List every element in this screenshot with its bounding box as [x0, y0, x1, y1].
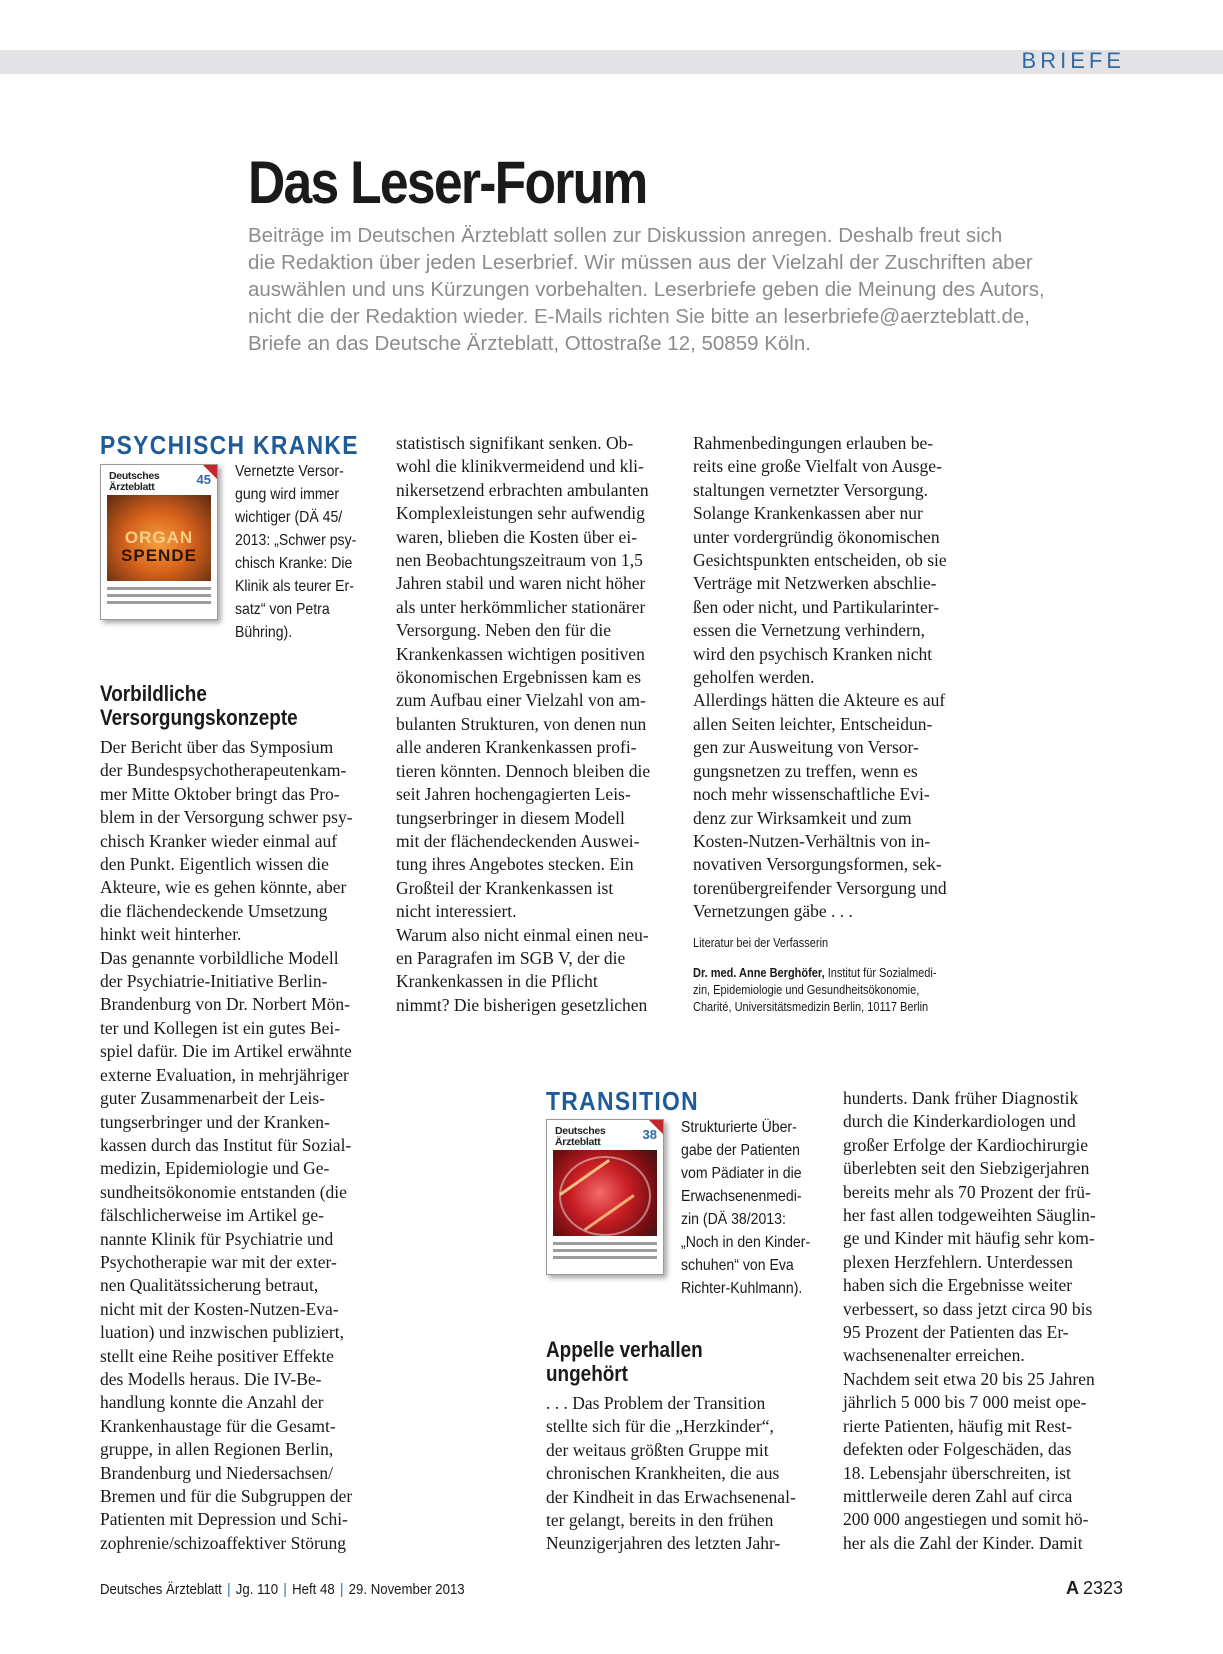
text-line: bulanten Strukturen, von denen nun: [396, 713, 647, 734]
text-line: vom Pädiater in die: [681, 1165, 802, 1182]
text-line: Nachdem seit etwa 20 bis 25 Jahren: [843, 1368, 1095, 1389]
literature-note: Literatur bei der Verfasserin: [693, 936, 829, 950]
footer-date: 29. November 2013: [348, 1581, 465, 1598]
text-line: Patienten mit Depression und Schi-: [100, 1509, 348, 1530]
text-line: her als die Zahl der Kinder. Damit: [843, 1532, 1083, 1553]
text-line: nikersetzend erbrachten ambulanten: [396, 479, 649, 500]
text-line: statistisch signifikant senken. Ob-: [396, 433, 634, 453]
text-line: fälschlicherweise im Artikel ge-: [100, 1205, 325, 1226]
text-line: der Bundespsychotherapeutenkam-: [100, 760, 347, 781]
text-line: her fast allen todgeweihten Säuglin-: [843, 1205, 1096, 1226]
letter1-cover-image: [100, 464, 218, 620]
text-line: Rahmenbedingungen erlauben be-: [693, 433, 934, 453]
text-line: Kosten-Nutzen-Verhältnis von in-: [693, 830, 931, 851]
text-line: Krankenkassen wichtigen positiven: [396, 643, 645, 664]
text-line: 18. Lebensjahr überschreiten, ist: [843, 1462, 1071, 1483]
text-line: nicht mit der Kosten-Nutzen-Eva-: [100, 1298, 339, 1319]
text-line: gungsnetzen zu treffen, wenn es: [693, 760, 918, 781]
author-name: Dr. med. Anne Berghöfer,: [693, 966, 825, 980]
text-line: . . . Das Problem der Transition: [546, 1393, 766, 1413]
author-affiliation-2: zin, Epidemiologie und Gesundheitsökonomie,: [693, 983, 920, 997]
text-line: Komplexleistungen sehr aufwendig: [396, 503, 645, 524]
text-line: wohl die klinikvermeidend und kli-: [396, 456, 644, 477]
text-line: mer Mitte Oktober bringt das Pro-: [100, 783, 340, 804]
text-line: unter vordergründig ökonomischen: [693, 526, 940, 547]
page-prefix: A: [1065, 1578, 1079, 1598]
text-line: der Kindheit in das Erwachsenenal-: [546, 1486, 796, 1507]
text-line: satz“ von Petra: [235, 601, 330, 618]
text-line: Appelle verhallen: [546, 1337, 703, 1362]
letter2-column-2: [843, 1087, 1096, 1555]
text-line: sundheitsökonomie entstanden (die: [100, 1181, 347, 1202]
text-line: ungehört: [546, 1361, 628, 1386]
text-line: „Noch in den Kinder-: [681, 1234, 811, 1251]
text-line: guter Zusammenarbeit der Leis-: [100, 1088, 325, 1109]
footer-citation: Deutsches Ärzteblatt | Jg. 110 | Heft 48 | 29. November 2013: [100, 1581, 465, 1598]
text-line: plexen Herzfehlern. Unterdessen: [843, 1251, 1073, 1272]
text-line: Strukturierte Über-: [681, 1119, 797, 1136]
text-line: wachsenenalter erreichen.: [843, 1345, 1025, 1366]
text-line: schuhen“ von Eva: [681, 1257, 794, 1274]
text-line: waren, blieben die Kosten über ei-: [396, 526, 638, 547]
text-line: Klinik als teurer Er-: [235, 578, 354, 595]
text-line: Das genannte vorbildliche Modell: [100, 947, 339, 968]
text-line: ter und Kollegen ist ein gutes Bei-: [100, 1017, 341, 1038]
cover-issue-number: 38: [642, 1127, 657, 1142]
letter1-author: [693, 965, 937, 1016]
text-line: ge und Kinder mit häufig sehr kom-: [843, 1228, 1095, 1249]
text-line: des Modells heraus. Die IV-Be-: [100, 1368, 322, 1389]
text-line: stellt eine Reihe positiver Effekte: [100, 1345, 334, 1366]
text-line: großer Erfolge der Kardiochirurgie: [843, 1134, 1089, 1155]
text-line: Beiträge im Deutschen Ärzteblatt sollen zur Diskussion anregen. Deshalb freut sich: [248, 224, 1003, 247]
letter1-column-1: [100, 736, 353, 1555]
text-line: chronischen Krankheiten, die aus: [546, 1463, 780, 1484]
author-affiliation-3: Charité, Universitätsmedizin Berlin, 10117 Berlin: [693, 1000, 929, 1014]
text-line: chisch Kranker wieder einmal auf: [100, 830, 338, 851]
text-line: ökonomischen Ergebnissen kam es: [396, 667, 642, 688]
text-line: ter gelangt, bereits in den frühen: [546, 1510, 774, 1531]
text-line: chisch Kranke: Die: [235, 555, 353, 572]
text-line: Krankenhaustage für die Gesamt-: [100, 1415, 336, 1436]
text-line: Brandenburg und Niedersachsen/: [100, 1462, 333, 1483]
cover-footer-lines: [107, 587, 211, 608]
text-line: Brandenburg von Dr. Norbert Mön-: [100, 994, 350, 1015]
text-line: Krankenkassen in die Pflicht: [396, 971, 598, 992]
text-line: 200 000 angestiegen und somit hö-: [843, 1509, 1089, 1530]
text-line: Briefe an das Deutsche Ärzteblatt, Ottostraße 12, 50859 Köln.: [248, 332, 811, 355]
text-line: Verträge mit Netzwerken abschlie-: [693, 573, 937, 594]
text-line: Versorgungskonzepte: [100, 705, 298, 730]
text-line: 95 Prozent der Patienten das Er-: [843, 1322, 1069, 1343]
letter1-headline: [100, 682, 298, 730]
text-line: reits eine große Vielfalt von Ausge-: [693, 456, 942, 477]
text-line: tieren könnten. Dennoch bleiben die: [396, 760, 651, 781]
text-line: externe Evaluation, in mehrjähriger: [100, 1064, 349, 1085]
letter1-teaser: [235, 460, 356, 644]
text-line: überlebten seit den Siebzigerjahren: [843, 1158, 1090, 1179]
text-line: denz zur Wirksamkeit und zum: [693, 807, 912, 828]
text-line: 2013: „Schwer psy-: [235, 532, 357, 549]
text-line: defekten oder Folgeschäden, das: [843, 1439, 1072, 1460]
text-line: wichtiger (DÄ 45/: [235, 509, 343, 526]
text-line: allen Seiten leichter, Entscheidun-: [693, 713, 933, 734]
text-line: gen zur Ausweitung von Versor-: [693, 737, 919, 758]
page-title: Das Leser-Forum: [248, 149, 647, 216]
text-line: nicht die der Redaktion wieder. E-Mails richten Sie bitte an leserbriefe@aerzteblatt.de,: [248, 305, 1030, 328]
text-line: Warum also nicht einmal einen neu-: [396, 924, 649, 945]
cover-illustration: [553, 1150, 657, 1236]
letter1-column-2: [396, 432, 650, 1017]
text-line: wird den psychisch Kranken nicht: [693, 643, 933, 664]
cover-logo: Deutsches Ärzteblatt: [109, 470, 160, 493]
text-line: hunderts. Dank früher Diagnostik: [843, 1088, 1079, 1108]
letter2-kicker: TRANSITION: [546, 1086, 700, 1116]
author-affiliation-1: Institut für Sozialmedi-: [827, 966, 937, 980]
text-line: spiel dafür. Die im Artikel erwähnte: [100, 1041, 352, 1062]
text-line: Vernetzte Versor-: [235, 463, 344, 480]
cover-footer-lines: [553, 1242, 657, 1263]
text-line: tungserbringer in diesem Modell: [396, 807, 625, 828]
text-line: torenübergreifender Versorgung und: [693, 877, 947, 898]
text-line: die Redaktion über jeden Leserbrief. Wir müssen aus der Vielzahl der Zuschriften aber: [248, 251, 1033, 274]
footer-page-number: [1066, 1578, 1123, 1599]
text-line: handlung konnte die Anzahl der: [100, 1392, 324, 1413]
letter2-headline: [546, 1338, 703, 1386]
text-line: Neunzigerjahren des letzten Jahr-: [546, 1533, 781, 1554]
cover-word-spende: SPENDE: [121, 546, 197, 565]
text-line: Vernetzungen gäbe . . .: [693, 901, 853, 922]
text-line: Großteil der Krankenkassen ist: [396, 877, 614, 898]
text-line: Versorgung. Neben den für die: [396, 620, 611, 641]
text-line: nicht interessiert.: [396, 901, 517, 922]
text-line: essen die Vernetzung verhindern,: [693, 620, 925, 641]
text-line: die flächendeckende Umsetzung: [100, 900, 328, 921]
text-line: staltungen vernetzter Versorgung.: [693, 479, 929, 500]
text-line: nimmt? Die bisherigen gesetzlichen: [396, 994, 648, 1015]
text-line: auswählen und uns Kürzungen vorbehalten. Leserbriefe geben die Meinung des Autors,: [248, 278, 1045, 301]
text-line: Richter-Kuhlmann).: [681, 1280, 803, 1297]
text-line: bereits mehr als 70 Prozent der frü-: [843, 1181, 1091, 1202]
text-line: noch mehr wissenschaftliche Evi-: [693, 784, 930, 805]
text-line: verbessert, so dass jetzt circa 90 bis: [843, 1298, 1093, 1319]
text-line: medizin, Epidemiologie und Ge-: [100, 1158, 330, 1179]
text-line: Akteure, wie es gehen könnte, aber: [100, 877, 347, 898]
letter2-teaser: [681, 1116, 810, 1300]
text-line: novativen Versorgungsformen, sek-: [693, 854, 942, 875]
text-line: gruppe, in allen Regionen Berlin,: [100, 1439, 334, 1460]
text-line: als unter herkömmlicher stationärer: [396, 596, 646, 617]
letter1-column-3: [693, 432, 947, 924]
text-line: zum Aufbau einer Vielzahl von am-: [396, 690, 646, 711]
cover-issue-number: 45: [196, 472, 211, 487]
text-line: Allerdings hätten die Akteure es auf: [693, 690, 946, 711]
letter1-kicker: PSYCHISCH KRANKE: [100, 430, 359, 460]
footer-issue: Heft 48: [292, 1581, 335, 1598]
text-line: kassen durch das Institut für Sozial-: [100, 1134, 352, 1155]
text-line: Erwachsenenmedi-: [681, 1188, 802, 1205]
text-line: Jahren stabil und waren nicht höher: [396, 573, 646, 594]
text-line: luation) und inzwischen publiziert,: [100, 1322, 344, 1343]
footer-journal: Deutsches Ärzteblatt: [100, 1581, 222, 1598]
text-line: jährlich 5 000 bis 7 000 meist ope-: [843, 1392, 1087, 1413]
text-line: haben sich die Ergebnisse weiter: [843, 1275, 1073, 1296]
text-line: nen Beobachtungszeitraum von 1,5: [396, 550, 643, 571]
text-line: blem in der Versorgung schwer psy-: [100, 807, 353, 828]
text-line: stellte sich für die „Herzkinder“,: [546, 1416, 774, 1437]
text-line: tung ihres Angebotes stecken. Ein: [396, 854, 634, 875]
text-line: mittlerweile deren Zahl auf circa: [843, 1485, 1073, 1506]
text-line: seit Jahren hochengagierten Leis-: [396, 784, 631, 805]
page-number: 2323: [1082, 1578, 1123, 1598]
cover-word-organ: ORGAN: [124, 528, 194, 547]
text-line: rierte Patienten, häufig mit Rest-: [843, 1415, 1072, 1436]
text-line: mit der flächendeckenden Auswei-: [396, 830, 640, 851]
text-line: nannte Klinik für Psychiatrie und: [100, 1228, 334, 1249]
text-line: Solange Krankenkassen aber nur: [693, 503, 923, 524]
text-line: en Paragrafen im SGB V, der die: [396, 947, 626, 968]
text-line: zophrenie/schizoaffektiver Störung: [100, 1532, 347, 1553]
text-line: geholfen werden.: [693, 667, 815, 688]
text-line: hinkt weit hinterher.: [100, 924, 242, 945]
text-line: ßen oder nicht, und Partikularinter-: [693, 596, 940, 617]
text-line: Der Bericht über das Symposium: [100, 737, 334, 757]
intro-paragraph: [248, 222, 1128, 357]
text-line: nen Qualitätssicherung betraut,: [100, 1275, 319, 1296]
text-line: Vorbildliche: [100, 681, 207, 706]
footer-volume: Jg. 110: [235, 1581, 279, 1598]
text-line: durch die Kinderkardiologen und: [843, 1111, 1076, 1132]
letter2-cover-image: [546, 1119, 664, 1275]
text-line: Bremen und für die Subgruppen der: [100, 1486, 353, 1506]
text-line: der weitaus größten Gruppe mit: [546, 1439, 769, 1460]
section-label: BRIEFE: [1021, 48, 1125, 73]
text-line: Bühring).: [235, 624, 293, 641]
text-line: zin (DÄ 38/2013:: [681, 1211, 786, 1228]
text-line: gung wird immer: [235, 486, 340, 503]
text-line: Psychotherapie war mit der exter-: [100, 1251, 337, 1272]
text-line: alle anderen Krankenkassen profi-: [396, 737, 637, 758]
text-line: Gesichtspunkten entscheiden, ob sie: [693, 550, 947, 571]
text-line: tungserbringer und der Kranken-: [100, 1111, 330, 1132]
cover-logo: Deutsches Ärzteblatt: [555, 1125, 606, 1148]
cover-illustration: [107, 495, 211, 581]
text-line: der Psychiatrie-Initiative Berlin-: [100, 971, 328, 992]
text-line: gabe der Patienten: [681, 1142, 800, 1159]
letter2-column-1: [546, 1392, 796, 1556]
text-line: den Punkt. Eigentlich wissen die: [100, 854, 329, 875]
